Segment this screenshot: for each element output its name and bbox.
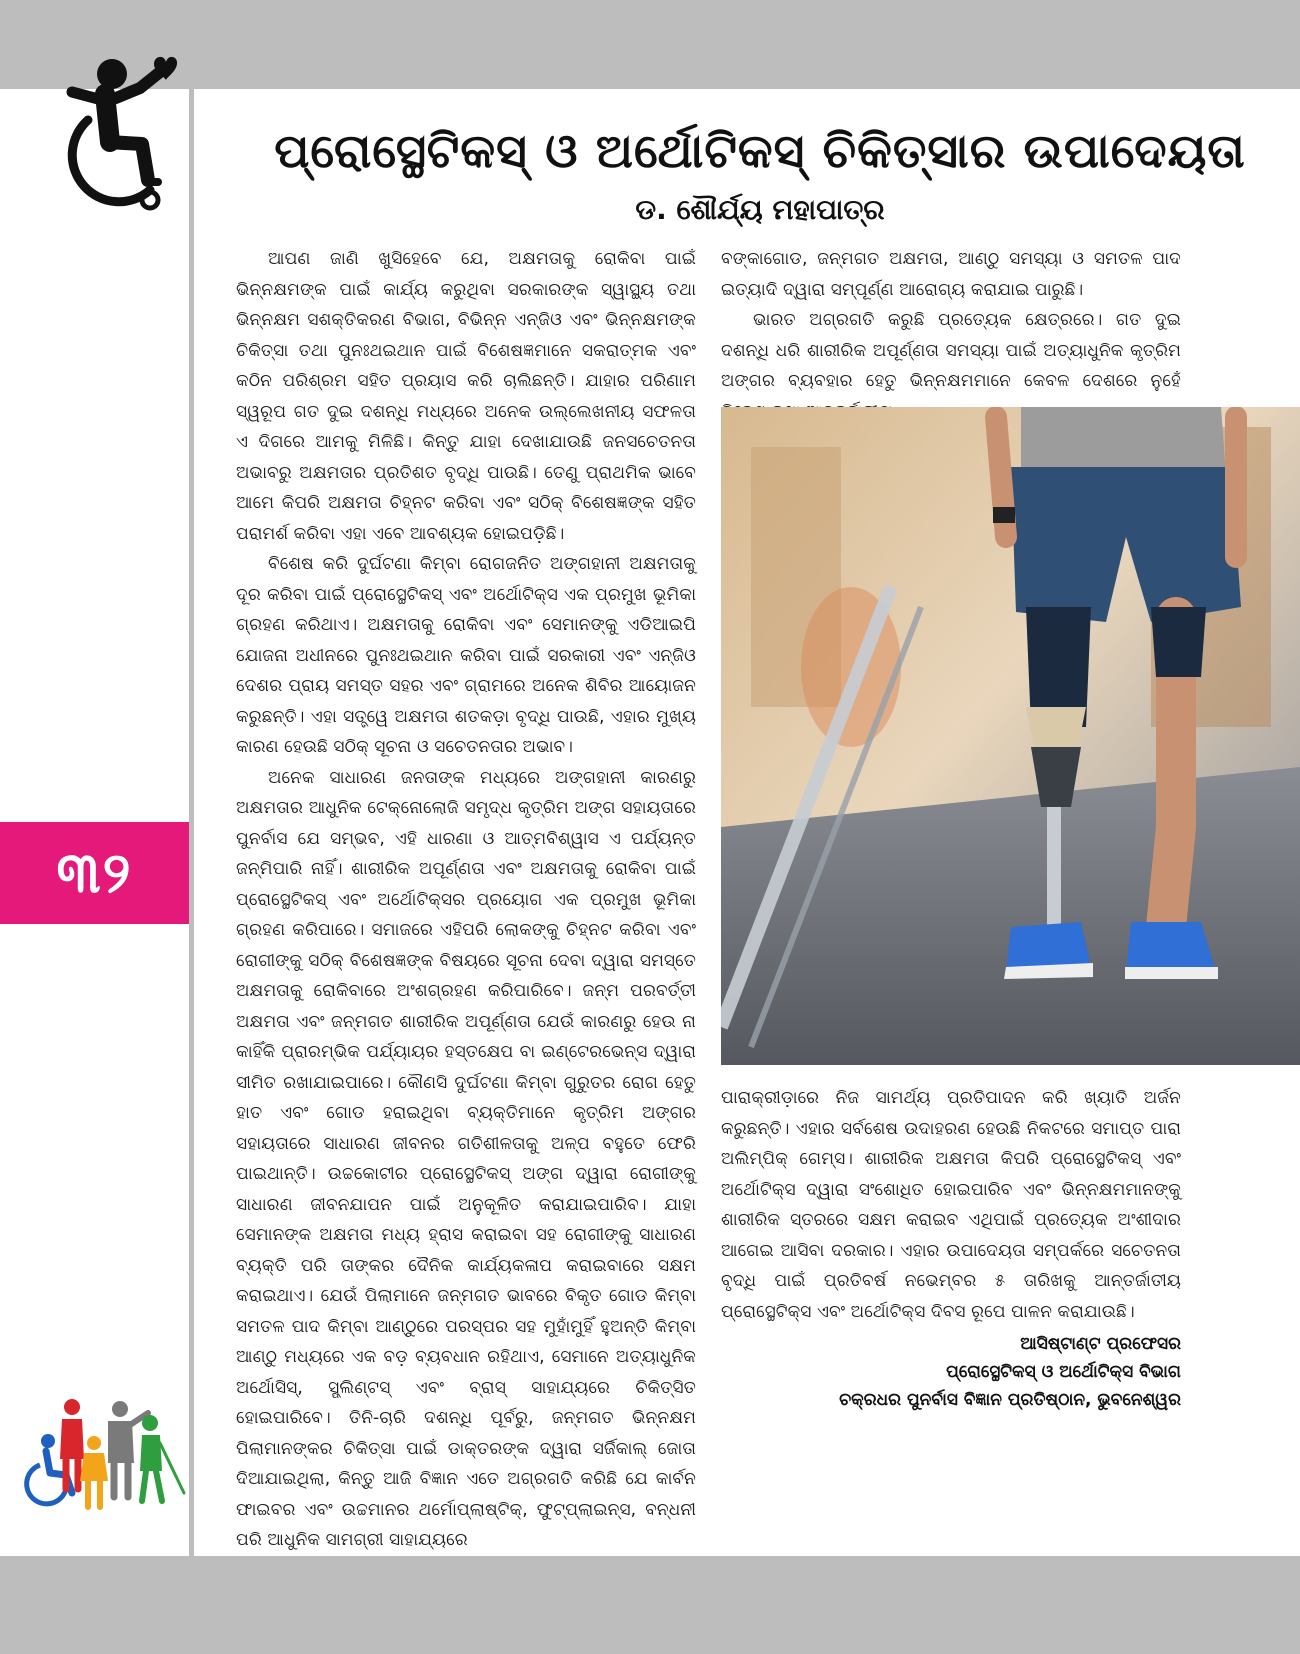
article-column-right-top [721,244,1181,427]
margin-rule [189,89,194,1556]
paragraph: ପାରାକ୍ରୀଡ଼ାରେ ନିଜ ସାମର୍ଥ୍ୟ ପ୍ରତିପାଦନ କରି ଖ୍ୟାତି ଅର୍ଜନ କରୁଛନ୍ତି। ଏହାର ସର୍ବଶେଷ ଉଦାହରଣ ହେଉଛି ନିକଟରେ ସମାପ୍ତ ପାରା ଅଲିମ୍ପିକ୍ ଗେମ୍ସ। ଶାରୀରିକ ଅକ୍ଷମତା କିପରି ପ୍ରୋସ୍ଥେଟିକସ୍ ଏବଂ ଅର୍ଥୋଟିକ୍ସ ଦ୍ୱାରା ସଂଶୋଧିତ ହୋଇପାରିବ ଏବଂ ଭିନ୍ନକ୍ଷମମାନଙ୍କୁ ଶାରୀରିକ ସ୍ତରରେ ସକ୍ଷମ କରାଇବ ଏଥିପାଇଁ ପ୍ରତ୍ୟେକ ଅଂଶୀଦାର ଆଗେଇ ଆସିବା ଦରକାର। ଏହାର ଉପାଦେୟତା ସମ୍ପର୍କରେ ସଚେତନତା ବୃଦ୍ଧି ପାଇଁ ପ୍ରତିବର୍ଷ ନଭେମ୍ବର ୫ ତାରିଖକୁ ଆନ୍ତର୍ଜାତୀୟ ପ୍ରୋସ୍ଥେଟିକ୍ସ ଏବଂ ଅର୍ଥୋଟିକ୍ସ ଦିବସ ରୂପେ ପାଳନ କରାଯାଉଛି। [721,1088,1181,1322]
author-signature [721,1330,1181,1414]
paragraph: ଅନେକ ସାଧାରଣ ଜନତାଙ୍କ ମଧ୍ୟରେ ଅଙ୍ଗହାନୀ କାରଣରୁ ଅକ୍ଷମତାର ଆଧୁନିକ ଟେକ୍ନୋଲୋଜି ସମୃଦ୍ଧ କୃତ୍ରିମ ଅଙ୍ଗ ସହାୟତାରେ ପୁନର୍ବାସ ଯେ ସମ୍ଭବ, ଏହି ଧାରଣା ଓ ଆତ୍ମବିଶ୍ୱାସ ଏ ପର୍ଯ୍ୟନ୍ତ ଜନ୍ମିପାରି ନାହିଁ। ଶାରୀରିକ ଅପୂର୍ଣ୍ଣତା ଏବଂ ଅକ୍ଷମତାକୁ ରୋକିବା ପାଇଁ ପ୍ରୋସ୍ଥେଟିକସ୍ ଏବଂ ଅର୍ଥୋଟିକ୍ସର ପ୍ରୟୋଗ ଏକ ପ୍ରମୁଖ ଭୂମିକା ଗ୍ରହଣ କରିପାରେ। ସମାଜରେ ଏହିପରି ଲୋକଙ୍କୁ ଚିହ୍ନଟ କରିବା ଏବଂ ରୋଗୀଙ୍କୁ ସଠିକ୍ ବିଶେଷଜ୍ଞଙ୍କ ବିଷୟରେ ସୂଚନା ଦେବା ଦ୍ୱାରା ସମସ୍ତେ ଅକ୍ଷମତାକୁ ରୋକିବାରେ ଅଂଶଗ୍ରହଣ କରିପାରିବେ। ଜନ୍ମ ପରବର୍ତ୍ତୀ ଅକ୍ଷମତା ଏବଂ ଜନ୍ମଗତ ଶାରୀରିକ ଅପୂର୍ଣ୍ଣତା ଯେଉଁ କାରଣରୁ ହେଉ ନା କାହିଁକି ପ୍ରାରମ୍ଭିକ ପର୍ଯ୍ୟାୟର ହସ୍ତକ୍ଷେପ ବା ଇଣ୍ଟେରଭେନ୍ସ ଦ୍ୱାରା ସୀମିତ ରଖାଯାଇପାରେ। କୌଣସି ଦୁର୍ଘଟଣା କିମ୍ବା ଗୁରୁତର ରୋଗ ହେତୁ ହାତ ଏବଂ ଗୋଡ ହରାଇଥିବା ବ୍ୟକ୍ତିମାନେ କୃତ୍ରିମ ଅଙ୍ଗର ସହାୟତାରେ ସାଧାରଣ ଜୀବନର ଗତିଶୀଳତାକୁ ଅଳ୍ପ ବହୁତେ ଫେରି ପାଇଥାନ୍ତି। ଉଚ୍ଚକୋଟୀର ପ୍ରୋସ୍ଥେଟିକସ୍ ଅଙ୍ଗ ଦ୍ୱାରା ରୋଗୀଙ୍କୁ ସାଧାରଣ ଜୀବନଯାପନ ପାଇଁ ଅନୁକୂଳିତ କରାଯାଇପାରିବ। ଯାହା ସେମାନଙ୍କ ଅକ୍ଷମତା ମଧ୍ୟ ହ୍ରାସ କରାଇବା ସହ ରୋଗୀଙ୍କୁ ସାଧାରଣ ବ୍ୟକ୍ତି ପରି ତାଙ୍କର ଦୈନିକ କାର୍ଯ୍ୟକଳାପ କରାଇବାରେ ସକ୍ଷମ କରାଇଥାଏ। ଯେଉଁ ପିଲାମାନେ ଜନ୍ମଗତ ଭାବରେ ବିକୃତ ଗୋଡ କିମ୍ବା ସମତଳ ପାଦ କିମ୍ବା ଆଣ୍ଠୁରେ ପରସ୍ପର ସହ ମୁହାଁମୁହିଁ ହୁଅନ୍ତି କିମ୍ବା ଆଣ୍ଠୁ ମଧ୍ୟରେ ଏକ ବଡ଼ ବ୍ୟବଧାନ ରହିଥାଏ, ସେମାନେ ଅତ୍ୟାଧୁନିକ ଅର୍ଥୋସିସ୍, ସ୍ପ୍ଲିଣ୍ଟସ୍ ଏବଂ ବ୍ରାସ୍ ସାହାଯ୍ୟରେ ଚିକିତ୍ସିତ ହୋଇପାରିବେ। ତିନି-ଚାରି ଦଶନ୍ଧି ପୂର୍ବରୁ, ଜନ୍ମଗତ ଭିନ୍ନକ୍ଷମ ପିଲାମାନଙ୍କର ଚିକିତ୍ସା ପାଇଁ ଡାକ୍ତରଙ୍କ ଦ୍ୱାରା ସର୍ଜିକାଲ୍ ଜୋତା ଦିଆଯାଇଥିଲା, କିନ୍ତୁ ଆଜି ବିଜ୍ଞାନ ଏତେ ଅଗ୍ରଗତି କରିଛି ଯେ କାର୍ବନ ଫାଇବର ଏବଂ ଉଚ୍ଚମାନର ଥର୍ମୋପ୍ଲାଷ୍ଟିକ୍, ଫୁଟ୍‌ପ୍ଲାଇନ୍ସ, ବନ୍ଧନୀ ପରି ଆଧୁନିକ ସାମଗ୍ରୀ ସାହାଯ୍ୟରେ [236,767,696,1550]
paragraph: ବଙ୍କାଗୋଡ, ଜନ୍ମଗତ ଅକ୍ଷମତା, ଆଣ୍ଠୁ ସମସ୍ୟା ଓ ସମତଳ ପାଦ ଇତ୍ୟାଦି ଦ୍ୱାରା ସମ୍ପୂର୍ଣ୍ଣ ଆରୋଗ୍ୟ କରାଯାଇ ପାରୁଛି। [721,249,1181,300]
paragraph: ବିଶେଷ କରି ଦୁର୍ଘଟଣା କିମ୍ବା ରୋଗଜନିତ ଅଙ୍ଗହାନୀ ଅକ୍ଷମତାକୁ ଦୂର କରିବା ପାଇଁ ପ୍ରୋସ୍ଥେଟିକସ୍ ଏବଂ ଅର୍ଥୋଟିକ୍ସ ଏକ ପ୍ରମୁଖ ଭୂମିକା ଗ୍ରହଣ କରିଥାଏ। ଅକ୍ଷମତାକୁ ରୋକିବା ଏବଂ ସେମାନଙ୍କୁ ଏଡିଆଇପି ଯୋଜନା ଅଧୀନରେ ପୁନଃଥଇଥାନ କରିବା ପାଇଁ ସରକାରୀ ଏବଂ ଏନ୍‌ଜିଓ ଦେଶର ପ୍ରାୟ ସମସ୍ତ ସହର ଏବଂ ଗ୍ରାମରେ ଅନେକ ଶିବିର ଆୟୋଜନ କରୁଛନ୍ତି। ଏହା ସତ୍ତ୍ୱେ ଅକ୍ଷମତା ଶତକଡ଼ା ବୃଦ୍ଧି ପାଉଛି, ଏହାର ମୁଖ୍ୟ କାରଣ ହେଉଛି ସଠିକ୍ ସୂଚନା ଓ ସଚେତନତାର ଅଭାବ। [236,554,696,757]
article-column-right-bottom [721,1083,1181,1327]
article-author: ଡ. ଶୌର୍ଯ୍ୟ ମହାପାତ୍ର [635,193,885,226]
author-department: ପ୍ରୋସ୍ଥେଟିକସ୍ ଓ ଅର୍ଥୋଟିକ୍ସ ବିଭାଗ [946,1362,1181,1382]
author-designation: ଆସିଷ୍ଟାଣ୍ଟ ପ୍ରଫେସର [1020,1334,1181,1354]
prosthetic-leg-photo [721,407,1300,1065]
wheelchair-person-with-heart-icon [50,50,178,215]
bottom-band [0,1556,1300,1654]
author-institution: ଚକ୍ରଧର ପୁନର୍ବାସ ବିଜ୍ଞାନ ପ୍ରତିଷ୍ଠାନ, ଭୁବନେଶ୍ୱର [839,1390,1181,1410]
page-number: ୩୨ [0,822,189,924]
article-title: ପ୍ରୋସ୍ଥେଟିକସ୍ ଓ ଅର୍ଥୋଟିକସ୍ ଚିକିତ୍ସାର ଉପାଦେୟତା [274,124,1246,179]
article-column-left [236,244,696,1556]
top-band [0,0,1300,89]
paragraph: ଭାରତ ଅଗ୍ରଗତି କରୁଛି ପ୍ରତ୍ୟେକ କ୍ଷେତ୍ରରେ। ଗତ ଦୁଇ ଦଶନ୍ଧି ଧରି ଶାରୀରିକ ଅପୂର୍ଣ୍ଣତା ସମସ୍ୟା ପାଇଁ ଅତ୍ୟାଧୁନିକ କୃତ୍ରିମ ଅଙ୍ଗର ବ୍ୟବହାର ହେତୁ ଭିନ୍ନକ୍ଷମମାନେ କେବଳ ଦେଶରେ ନୁହେଁ [721,310,1181,391]
paragraph: ଆପଣ ଜାଣି ଖୁସିହେବେ ଯେ, ଅକ୍ଷମତାକୁ ରୋକିବା ପାଇଁ ଭିନ୍ନକ୍ଷମଙ୍କ ପାଇଁ କାର୍ଯ୍ୟ କରୁଥିବା ସରକାରଙ୍କ ସ୍ୱାସ୍ଥ୍ୟ ତଥା ଭିନ୍ନକ୍ଷମ ସଶକ୍ତିକରଣ ବିଭାଗ, ବିଭିନ୍ନ ଏନ୍‌ଜିଓ ଏବଂ ଭିନ୍ନକ୍ଷମଙ୍କ ଚିକିତ୍ସା ତଥା ପୁନଃଥଇଥାନ ପାଇଁ ବିଶେଷଜ୍ଞମାନେ ସକରାତ୍ମକ ଏବଂ କଠିନ ପରିଶ୍ରମ ସହିତ ପ୍ରୟାସ କରି ଚାଲିଛନ୍ତି। ଯାହାର ପରିଣାମ ସ୍ୱରୂପ ଗତ ଦୁଇ ଦଶନ୍ଧି ମଧ୍ୟରେ ଅନେକ ଉଲ୍ଲେଖନୀୟ ସଫଳତା ଏ ଦିଗରେ ଆମକୁ ମିଳିଛି। କିନ୍ତୁ ଯାହା ଦେଖାଯାଉଛି ଜନସଚେତନତା ଅଭାବରୁ ଅକ୍ଷମତାର ପ୍ରତିଶତ ବୃଦ୍ଧି ପାଉଛି। ତେଣୁ ପ୍ରାଥମିକ ଭାବେ ଆମେ କିପରି ଅକ୍ଷମତା ଚିହ୍ନଟ କରିବା ଏବଂ ସଠିକ୍ ବିଶେଷଜ୍ଞଙ୍କ ସହିତ ପରାମର୍ଶ କରିବା ଏହା ଏବେ ଆବଶ୍ୟକ ହୋଇପଡ଼ିଛି। [236,249,696,544]
disability-community-icon [22,1393,190,1513]
